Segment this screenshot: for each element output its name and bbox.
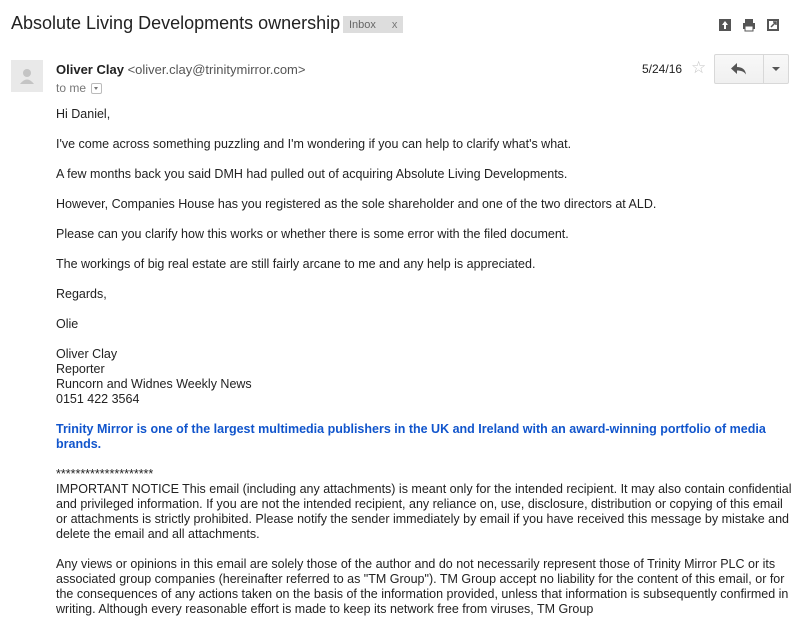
paragraph: I've come across something puzzling and I'm wondering if you can help to clarify what's what.: [56, 137, 572, 151]
email-subject: Absolute Living Developments ownership: [11, 13, 341, 33]
new-window-icon[interactable]: [766, 18, 780, 32]
greeting: Hi Daniel,: [56, 107, 111, 121]
signature-name: Oliver Clay: [56, 347, 118, 361]
notice-paragraph: Any views or opinions in this email are solely those of the author and do not necessarily represent those of Trinity Mirror PLC or its associated group companies (hereinafter referred to as "TM Group"). TM Group accept no liability for the content of this email, or for the consequences of any actions taken on the basis of the information provided, unless that information is subsequently confirmed in writing. Although every reasonable effort is made to keep its network free from viruses, TM Group: [56, 557, 789, 616]
signature-publication: Runcorn and Widnes Weekly News: [56, 377, 252, 391]
paragraph: The workings of big real estate are still fairly arcane to me and any help is appreciated.: [56, 257, 536, 271]
notice-paragraph: IMPORTANT NOTICE This email (including any attachments) is meant only for the intended recipient. It may also contain confidential and privileged information. If you are not the intended recipient, any reliance on, use, disclosure, distribution or copying of this email or attachments is strictly prohibited. Please notify the sender immediately by email if you have received this message by mistake and delete the email and all attachments.: [56, 482, 792, 541]
inbox-label-chip[interactable]: [343, 16, 403, 33]
star-icon[interactable]: ☆: [691, 58, 707, 77]
closing: Regards,: [56, 287, 107, 301]
signature: [56, 347, 796, 407]
reply-arrow-icon: [731, 63, 747, 75]
sender-avatar: [11, 60, 43, 92]
archive-icon[interactable]: [718, 18, 732, 32]
remove-label-button[interactable]: x: [391, 18, 398, 31]
message-date: 5/24/16: [642, 62, 683, 76]
signature-title: Reporter: [56, 362, 105, 376]
legal-notice: [56, 467, 796, 617]
notice-stars: ********************: [56, 467, 154, 481]
more-options-button[interactable]: [764, 55, 788, 83]
print-icon[interactable]: [742, 18, 756, 32]
sender-email: <oliver.clay@trinitymirror.com>: [127, 62, 306, 77]
signoff: Olie: [56, 317, 79, 331]
show-details-dropdown-icon[interactable]: [91, 83, 102, 94]
recipient-text: to me: [56, 81, 87, 95]
paragraph: A few months back you said DMH had pulled out of acquiring Absolute Living Developments.: [56, 167, 568, 181]
message-toolbar: [718, 18, 780, 32]
promo-text: Trinity Mirror is one of the largest multimedia publishers in the UK and Ireland with an award-winning portfolio of media brands.: [56, 422, 766, 451]
signature-phone: 0151 422 3564: [56, 392, 140, 406]
subject-bar: [0, 0, 802, 48]
label-text: Inbox: [349, 18, 376, 31]
message-body: [56, 107, 796, 632]
reply-button-group: [714, 54, 789, 84]
person-icon: [11, 60, 43, 92]
reply-button[interactable]: [715, 55, 764, 83]
paragraph: However, Companies House has you registered as the sole shareholder and one of the two directors at ALD.: [56, 197, 657, 211]
sender-line: [56, 62, 305, 77]
recipient-line: [56, 81, 102, 95]
paragraph: Please can you clarify how this works or whether there is some error with the filed document.: [56, 227, 569, 241]
sender-name[interactable]: Oliver Clay: [56, 62, 124, 77]
